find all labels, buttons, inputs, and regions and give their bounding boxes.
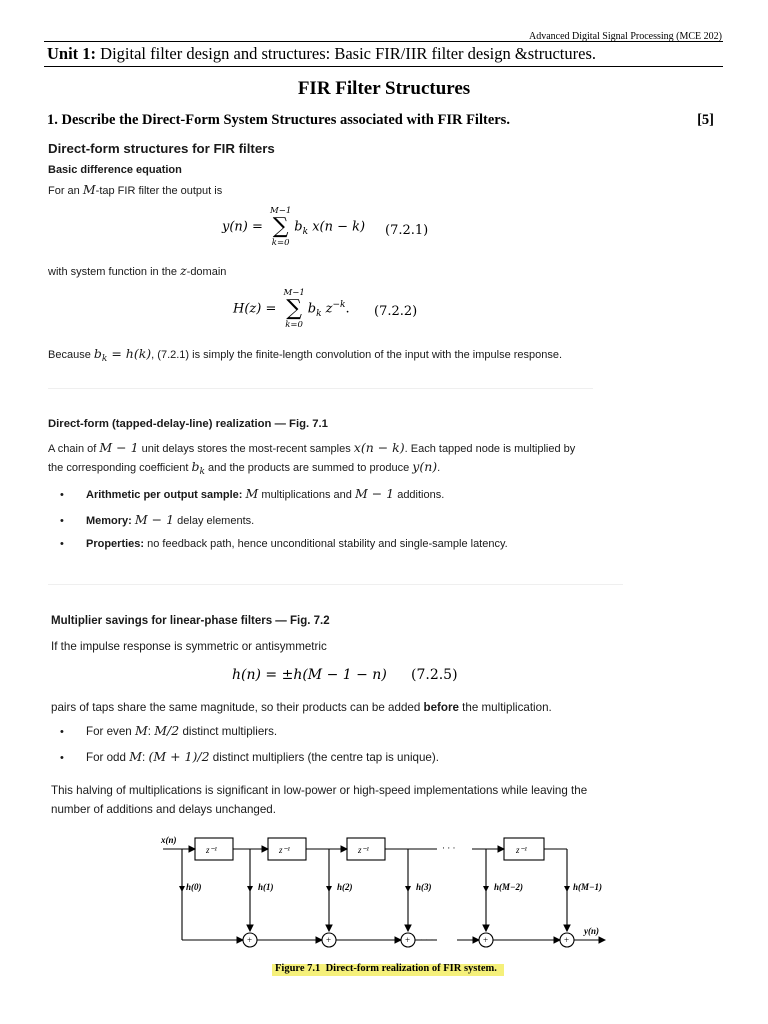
t2y: y(n) [412,459,438,474]
eq1-rhs-tail: x(n − k) [308,219,366,235]
caption-text: Direct-form realization of FIR system. [325,963,497,974]
adder-symbol: + [247,935,253,945]
zdomain-var: z [180,263,187,278]
delay-label: z⁻¹ [358,845,369,855]
t1a: A chain of [48,443,100,455]
t2b: b [191,459,200,474]
eq1-rhs: b [294,219,303,235]
zdomain-pre: with system function in the [48,266,181,278]
list-item [60,749,439,764]
caption-number: Figure 7.1 [275,963,321,974]
eq1-rhs-sub: k [302,227,309,238]
lp-heading-fig: Fig. 7.2 [290,615,330,627]
intro-post: -tap FIR filter the output is [95,185,223,197]
list-item [60,723,277,738]
course-header: Advanced Digital Signal Processing (MCE 202) [528,31,722,42]
input-label: x(n) [161,835,177,845]
tap-label: h(3) [416,882,432,892]
t1x: x(n − k) [353,440,405,455]
tap-label: h(2) [337,882,353,892]
tapped-line-1 [48,438,575,459]
t1c: . Each tapped node is multiplied by [404,443,576,455]
eq2-sum [284,288,305,330]
lp-heading-plain: Multiplier savings for linear-phase filters — [51,615,291,627]
equation-7-2-5: h(n) = ±h(M − 1 − n) [232,667,387,683]
eq2-upper: M−1 [283,288,305,298]
eq2-rhs-sup: −k [332,300,346,311]
fir-diagram [157,830,612,978]
eq1-sum [270,206,291,248]
unit-label: Unit 1: [47,44,97,63]
eq1-lhs: y(n) = [222,219,268,235]
eq1-upper: M−1 [270,206,292,216]
ellipsis-bottom: · · · [420,935,434,945]
tap-label: h(1) [258,882,274,892]
bullet-math2: M − 1 [354,486,395,501]
eq2-number: (7.2.2) [374,304,418,319]
output-label: y(n) [584,926,599,936]
t1b: unit delays stores the most-recent samples [138,443,354,455]
bullet-math1: M − 1 [134,512,175,527]
list-item [60,538,508,550]
bullet-mid: delay elements. [174,515,255,527]
pairs-a: pairs of taps share the same magnitude, so their products can be added [51,701,424,714]
tap-label: h(M−2) [494,882,523,892]
bullet-dot: • [60,726,64,738]
bullet-dot: • [60,752,64,764]
divider [48,584,623,585]
bullet-tail: additions. [394,489,445,501]
bullet-label: Arithmetic per output sample: [86,489,243,501]
question-marks: [5] [697,112,714,128]
because-sub: k [101,354,108,365]
t2d: . [437,462,441,474]
lp-b-m2: M/2 [154,723,180,738]
tap-label: h(0) [186,882,202,892]
intro-line [48,180,222,201]
because-math: b [93,346,102,361]
intro-var: M [82,182,96,197]
lp-b-mid: : [142,751,149,764]
bullet-dot: • [60,515,64,527]
t1m: M − 1 [99,440,139,455]
tapped-line-2 [48,457,440,482]
lp-b-post: distinct multipliers (the centre tap is unique). [209,751,439,764]
because-line [48,344,562,369]
eq2-rhs-end: . [345,301,350,317]
sigma-symbol: ∑ [286,296,302,321]
lp-closing-2: number of additions and delays unchanged. [51,803,276,816]
bullet-dot: • [60,489,64,501]
lp-b-post: distinct multipliers. [179,725,278,738]
bullet-math1: M [245,486,259,501]
unit-text: Digital filter design and structures: Basic FIR/IIR filter design &structures. [96,44,596,63]
because-post: , (7.2.1) is simply the finite-length convolution of the input with the impulse response. [151,349,563,361]
equation-7-2-1 [222,206,365,248]
tapped-heading-fig: Fig. 7.1 [289,418,328,430]
section-heading-linear-phase [51,615,330,627]
header-rule-bottom [44,66,723,67]
lp-b-pre: For even [86,725,135,738]
lp-b-m2: (M + 1)/2 [148,749,210,764]
because-pre: Because [48,349,94,361]
delay-label: z⁻¹ [279,845,290,855]
unit-heading [47,44,596,64]
lp-b-m1: M [129,749,142,764]
delay-label: z⁻¹ [516,845,527,855]
eq1-lower: k=0 [271,238,290,248]
bullet-dot: • [60,538,64,550]
t2sub: k [199,467,205,478]
lp-closing-1: This halving of multiplications is significant in low-power or high-speed implementations while leaving the [51,784,588,797]
intro-pre: For an [48,185,83,197]
ellipsis-top: · · · [442,843,456,853]
eq-7-2-5-number: (7.2.5) [411,667,458,683]
equation-7-2-2 [233,288,350,330]
question-text: 1. Describe the Direct-Form System Structures associated with FIR Filters. [47,112,510,128]
zdomain-line [48,261,226,282]
section-heading-tapped-delay [48,418,328,430]
bullet-label: Properties: [86,538,145,550]
eq2-lower: k=0 [285,320,303,330]
bullet-mid: multiplications and [258,489,355,501]
t2a: the corresponding coefficient [48,462,192,474]
list-item [60,512,254,527]
divider [48,388,593,389]
adder-symbol: + [564,935,570,945]
eq2-lhs: H(z) = [233,301,281,317]
bullet-label: Memory: [86,515,132,527]
eq2-rhs: b [307,301,317,317]
figure-caption [275,963,497,974]
eq2-rhs-tail: z [321,301,333,317]
lp-intro: If the impulse response is symmetric or antisymmetric [51,640,327,653]
adder-symbol: + [326,935,332,945]
eq2-rhs-sub: k [316,309,322,320]
adder-symbol: + [405,935,411,945]
page-title: FIR Filter Structures [297,78,471,99]
zdomain-post: -domain [186,266,227,278]
header-rule-top [44,41,723,42]
pairs-b: before [423,701,459,714]
adder-symbol: + [483,935,489,945]
bullet-mid: no feedback path, hence unconditional stability and single-sample latency. [144,538,508,550]
pairs-c: the multiplication. [458,701,552,714]
list-item [60,486,444,501]
subheading-difference-equation: Basic difference equation [48,164,182,176]
lp-pairs-line [51,698,552,718]
figure-direct-form-fir [157,830,612,978]
sigma-symbol: ∑ [272,214,289,239]
t2c: and the products are summed to produce [204,462,413,474]
lp-b-mid: : [147,725,155,738]
lp-b-m1: M [134,723,148,738]
delay-label: z⁻¹ [206,845,217,855]
section-heading-direct-form: Direct-form structures for FIR filters [48,141,275,156]
tap-label: h(M−1) [573,882,602,892]
eq1-number: (7.2.1) [385,223,429,238]
because-math2: = h(k) [107,346,152,361]
lp-b-pre: For odd [86,751,130,764]
tapped-heading-plain: Direct-form (tapped-delay-line) realization — [48,418,290,430]
